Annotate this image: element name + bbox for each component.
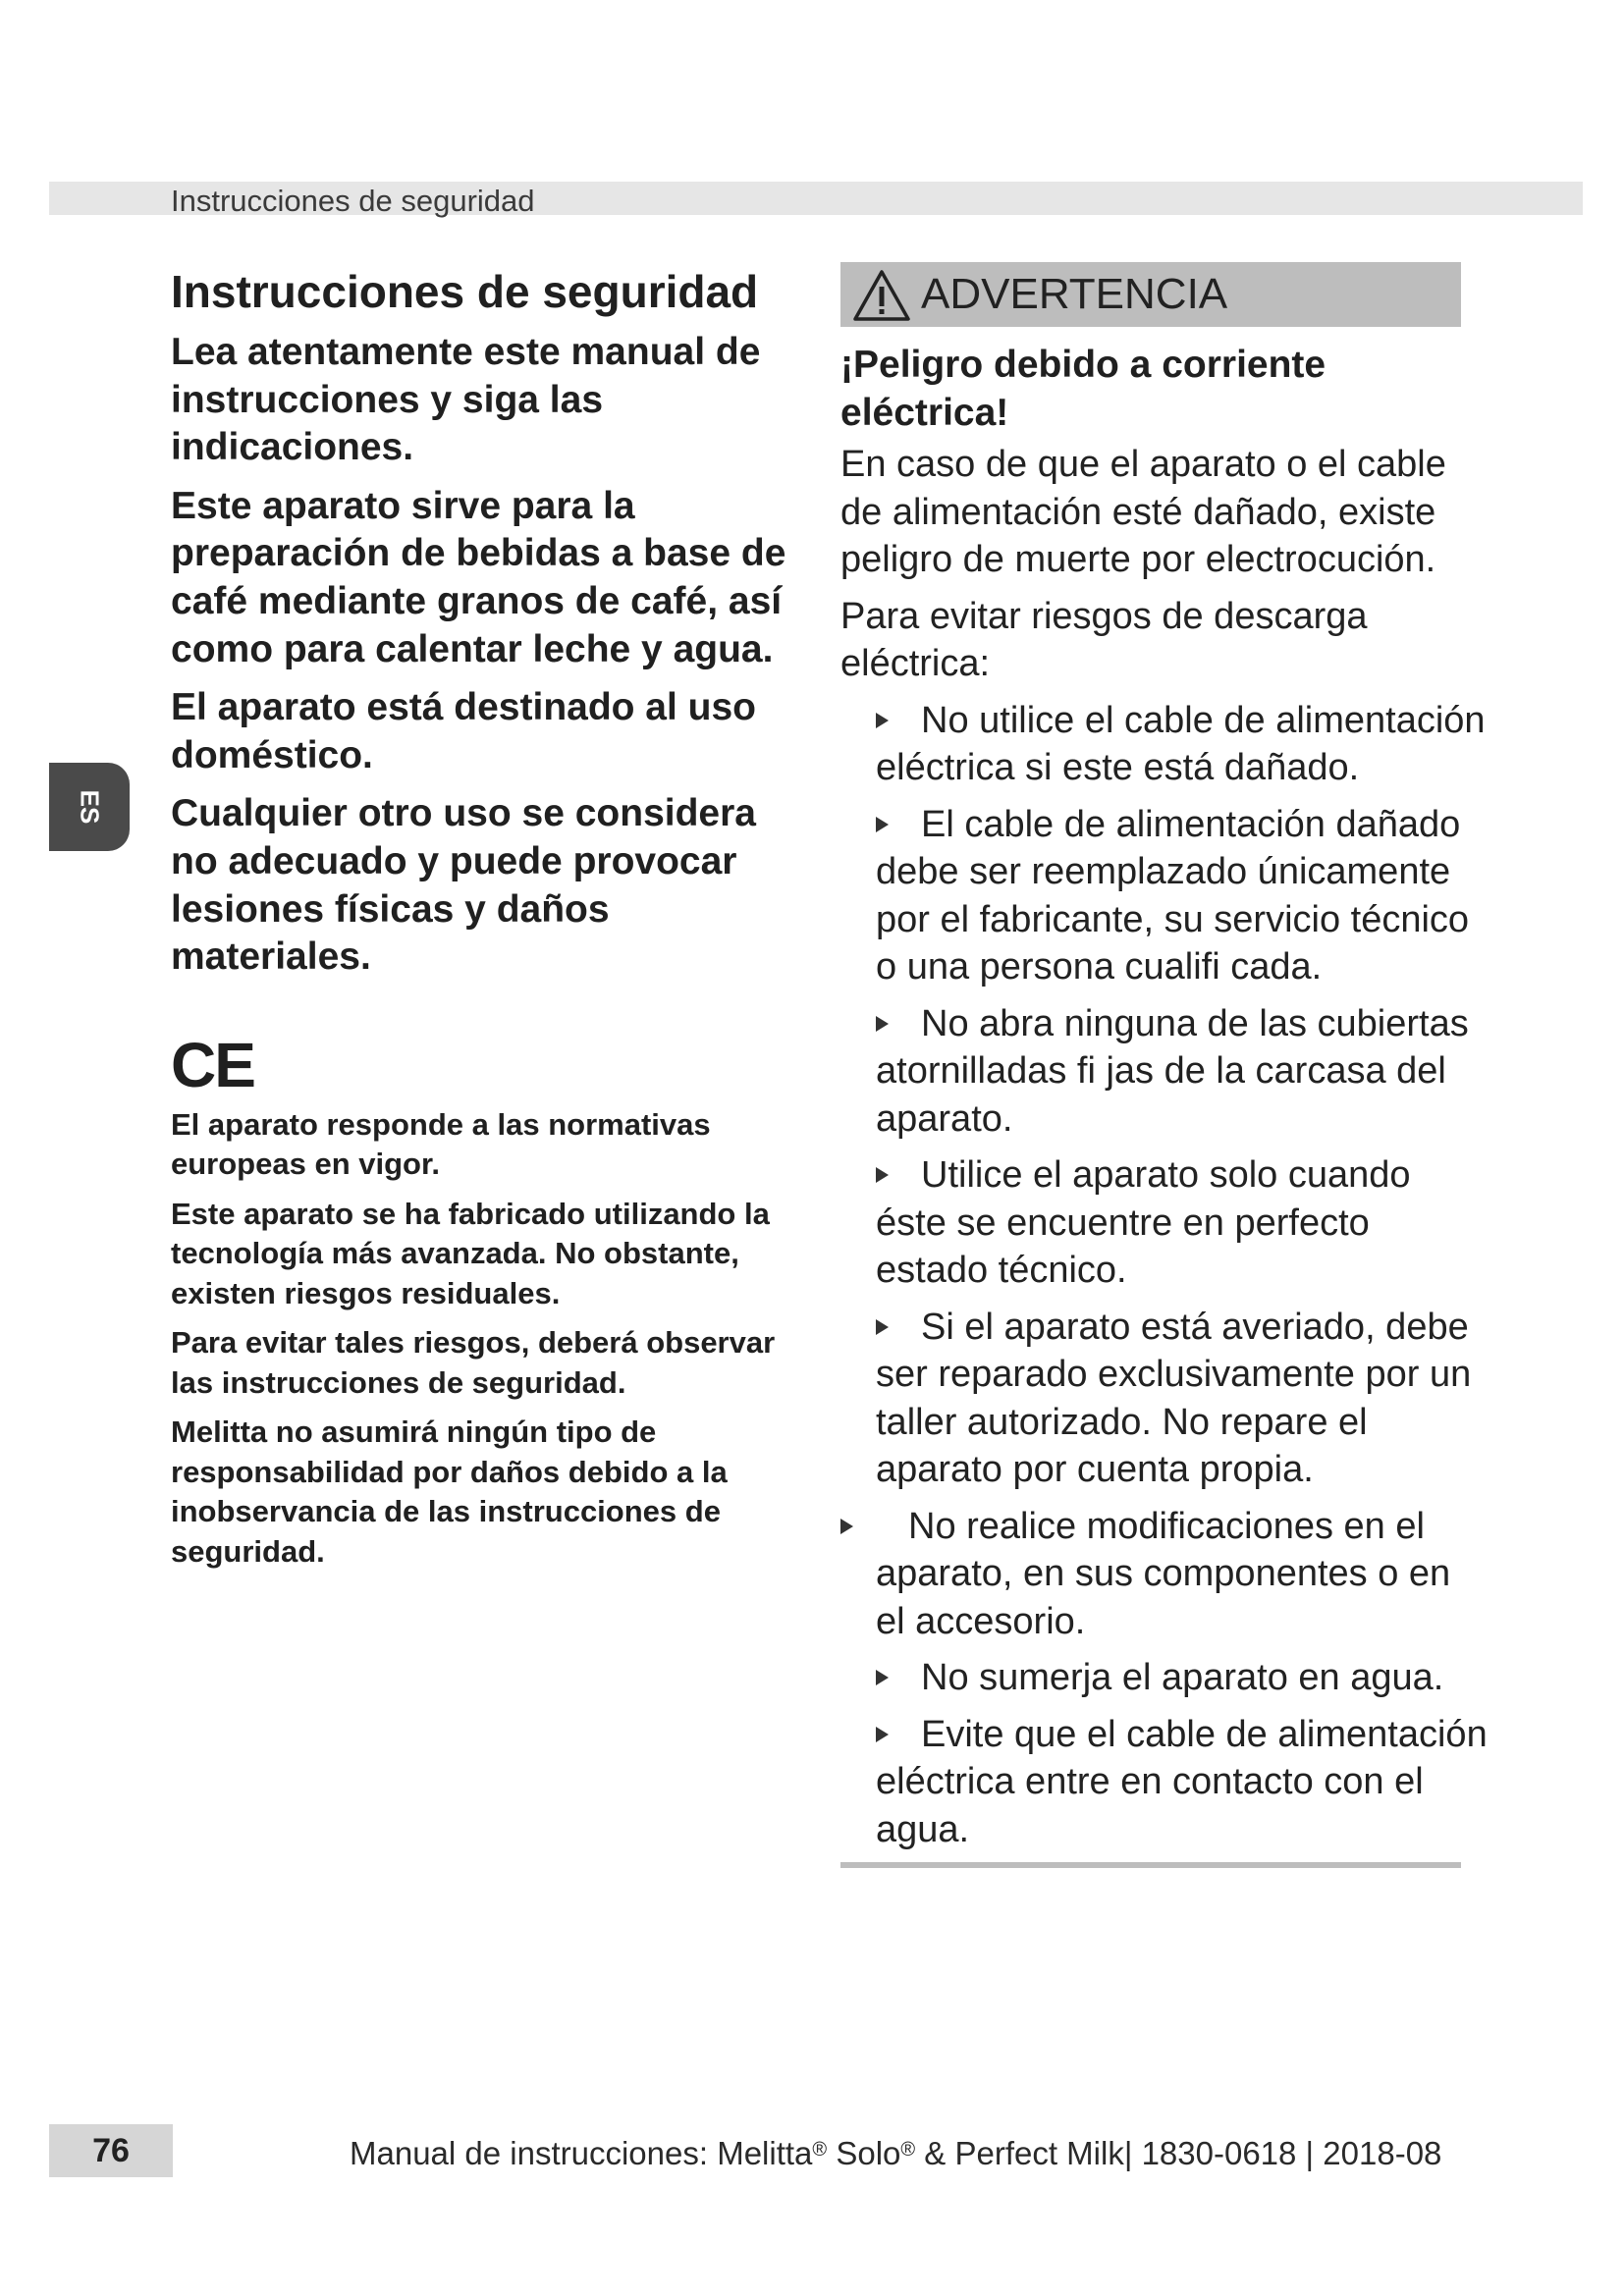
running-header-label: Instrucciones de seguridad: [171, 184, 535, 218]
intro-paragraph-1: Lea atentamente este manual de instrucciones y siga las indicaciones.: [171, 331, 761, 469]
warning-title: ADVERTENCIA: [921, 270, 1228, 318]
bullet-text: No realice modificaciones en el aparato, en sus componentes o en el accesorio.: [876, 1505, 1451, 1642]
warning-box: [840, 262, 1489, 1868]
bullet-item: [840, 1654, 1489, 1702]
bullet-text: No utilice el cable de alimentación eléctrica si este está dañado.: [876, 699, 1486, 788]
left-column: [171, 262, 799, 1581]
bullet-item: [840, 801, 1489, 991]
bullet-text: Si el aparato está averiado, debe ser reparado exclusivamente por un taller autorizado. No repare el aparato por cuenta propia.: [876, 1306, 1472, 1490]
note-paragraph-2: Este aparato se ha fabricado utilizando la tecnología más avanzada. No obstante, existen riesgos residuales.: [171, 1196, 770, 1310]
bullet-text: Utilice el aparato solo cuando éste se encuentre en perfecto estado técnico.: [876, 1154, 1411, 1291]
intro-paragraph-4: Cualquier otro uso se considera no adecuado y puede provocar lesiones físicas y daños materiales.: [171, 792, 756, 979]
bullet-text: El cable de alimentación dañado debe ser reemplazado únicamente por el fabricante, su servicio técnico o una persona cualifi cada.: [876, 803, 1470, 988]
bullet-item: [840, 1503, 1489, 1646]
intro-paragraph-3: El aparato está destinado al uso doméstico.: [171, 686, 757, 776]
bullet-item: [840, 1000, 1489, 1144]
bullet-text: Evite que el cable de alimentación eléctrica entre en contacto con el agua.: [876, 1713, 1488, 1850]
bullet-item: [840, 1304, 1489, 1494]
note-paragraph-4: Melitta no asumirá ningún tipo de responsabilidad por daños debido a la inobservancia de las instrucciones de seguridad.: [171, 1415, 728, 1569]
bullet-arrow-icon: [876, 1319, 889, 1335]
bullet-arrow-icon: [876, 1727, 889, 1742]
bullet-arrow-icon: [840, 1519, 853, 1534]
warning-triangle-icon: [852, 268, 911, 323]
language-tab-label: ES: [75, 789, 105, 825]
bullet-item: [840, 1151, 1489, 1295]
bullet-item: [840, 697, 1489, 792]
warning-header: [840, 262, 1461, 327]
note-paragraph-3: Para evitar tales riesgos, deberá observar las instrucciones de seguridad.: [171, 1325, 776, 1400]
registered-mark: ®: [900, 2139, 916, 2161]
language-tab: [49, 763, 130, 851]
ce-mark: CE: [171, 1029, 254, 1100]
bullet-text: No abra ninguna de las cubiertas atornilladas fi jas de la carcasa del aparato.: [876, 1002, 1469, 1140]
bullet-arrow-icon: [876, 1016, 889, 1032]
warning-bottom-rule: [840, 1862, 1461, 1868]
note-paragraph-1: El aparato responde a las normativas europeas en vigor.: [171, 1106, 711, 1182]
page-title: Instrucciones de seguridad: [171, 266, 759, 317]
danger-heading: ¡Peligro debido a corriente eléctrica!: [840, 344, 1326, 434]
page-number: 76: [49, 2124, 173, 2177]
running-header: [49, 182, 1583, 218]
footer-text: [350, 2128, 1441, 2175]
bullet-item: [840, 1711, 1489, 1854]
warning-paragraph-2: Para evitar riesgos de descarga eléctrica:: [840, 595, 1368, 684]
intro-paragraph-2: Este aparato sirve para la preparación de bebidas a base de café mediante granos de café, así como para calentar leche y agua.: [171, 484, 786, 670]
bullet-arrow-icon: [876, 817, 889, 832]
bullet-arrow-icon: [876, 1167, 889, 1183]
footer-manual: Manual de instrucciones: Melitta: [350, 2135, 813, 2171]
registered-mark: ®: [812, 2139, 828, 2161]
footer-rest: & Perfect Milk| 1830-0618 | 2018-08: [915, 2135, 1442, 2171]
footer-solo: Solo: [827, 2135, 901, 2171]
bullet-arrow-icon: [876, 1670, 889, 1685]
bullet-arrow-icon: [876, 713, 889, 728]
warning-paragraph-1: En caso de que el aparato o el cable de alimentación esté dañado, existe peligro de muerte por electrocución.: [840, 444, 1446, 580]
bullet-text: No sumerja el aparato en agua.: [921, 1657, 1444, 1698]
